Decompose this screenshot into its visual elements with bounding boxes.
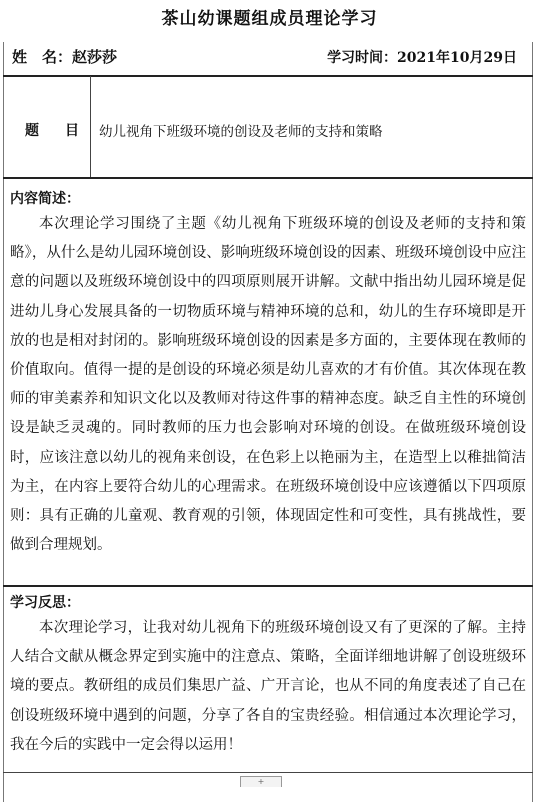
table-divider bbox=[3, 585, 533, 587]
page-title: 茶山幼课题组成员理论学习 bbox=[161, 9, 378, 29]
study-time-field: 学习时间：2021年10月29日 bbox=[327, 50, 517, 66]
table-divider bbox=[3, 177, 533, 179]
topic-text: 幼儿视角下班级环境的创设及老师的支持和策略 bbox=[99, 124, 383, 140]
summary-body: 本次理论学习围绕了主题《幼儿视角下班级环境的创设及老师的支持和策略》，从什么是幼儿园环境创设、影响班级环境创设的因素、班级环境创设中应注意的问题以及班级环境创设中的四项原则展开讲解。文献中指出幼儿园环境是促进幼儿身心发展具备的一切物质环境与精神环境的总和，幼儿的生存环境即是开放的也是相对封闭的。影响班级环境创设的因素是多方面的，主要体现在教师的价值取向。值得一提的是创设的环境必须是幼儿喜欢的才有价值。其次体现在教师的审美素养和知识文化以及教师对待这件事的精神态度。缺乏自主性的环境创设是缺乏灵魂的。同时教师的压力也会影响对环境的创设。在做班级环境创设时，应该注意以幼儿的视角来创设，在色彩上以艳丽为主，在造型上以稚拙简洁为主，在内容上要符合幼儿的心理需求。在班级环境创设中应该遵循以下四项原则：具有正确的儿童观、教育观的引领，体现固定性和可变性，具有挑战性，要做到合理规划。 bbox=[10, 216, 526, 554]
table-border-right bbox=[532, 42, 533, 802]
reflection-body: 本次理论学习，让我对幼儿视角下的班级环境创设又有了更深的了解。主持人结合文献从概念界定到实施中的注意点、策略，全面详细地讲解了创设班级环境的要点。教研组的成员们集思广益、广开言论，也从不同的角度表述了自己在创设班级环境中遇到的问题，分享了各自的宝贵经验。相信通过本次理论学习，我在今后的实践中一定会得以运用！ bbox=[10, 620, 526, 753]
table-divider bbox=[3, 75, 533, 77]
page-tab-marker[interactable]: + bbox=[240, 776, 282, 787]
table-divider bbox=[3, 772, 533, 773]
info-row bbox=[0, 42, 539, 70]
reflection-heading: 学习反思： bbox=[10, 595, 80, 611]
table-border-left bbox=[3, 42, 4, 802]
name-field: 姓 名：赵莎莎 bbox=[12, 48, 118, 66]
summary-heading: 内容简述： bbox=[10, 191, 80, 207]
topic-label: 题目 bbox=[25, 123, 105, 139]
